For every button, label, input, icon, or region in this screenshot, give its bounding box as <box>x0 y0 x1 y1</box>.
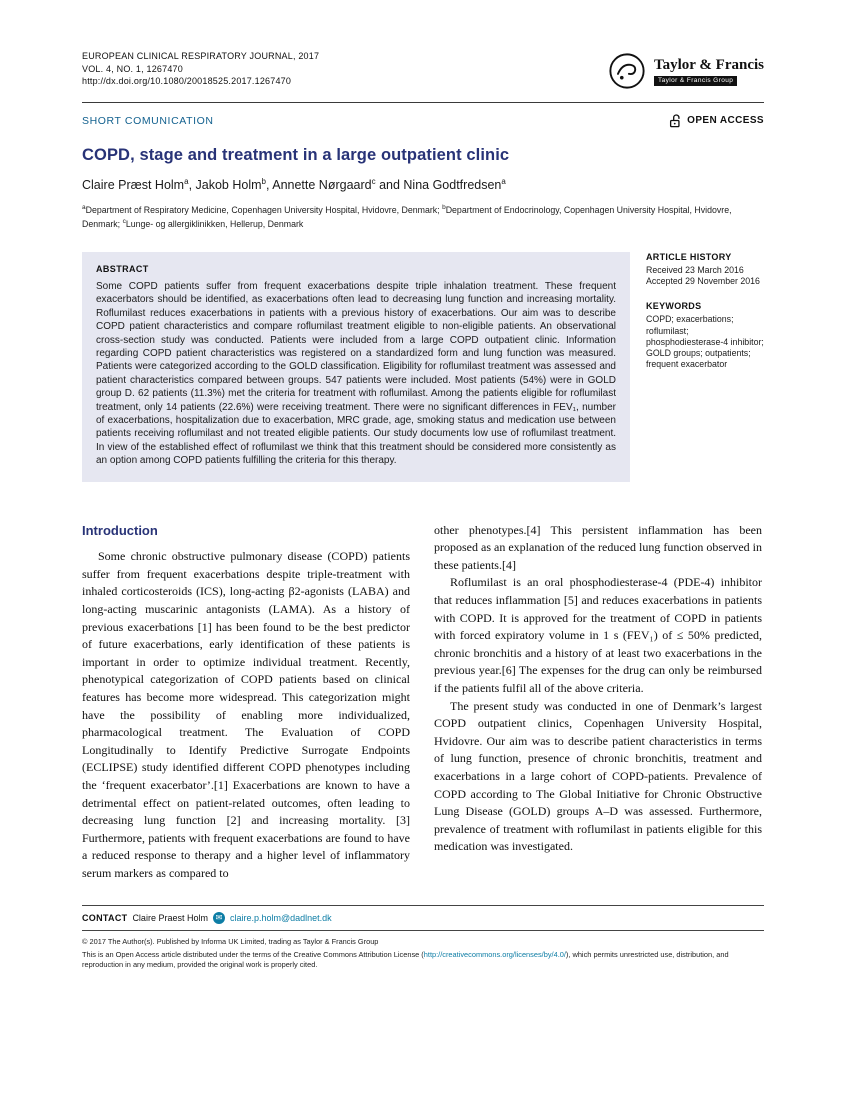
abstract-heading: ABSTRACT <box>96 264 149 274</box>
body-paragraph: Roflumilast is an oral phosphodiesterase-4 (PDE-4) inhibitor that reduces inflammation [5] and reduces exacerbations in patients with COPD. It is approved for the treatment of COPD in patients with forced expiratory volume in 1 s (FEV₁) of ≤ 50% predicted, chronic bronchitis and a history of at least two exacerbations in the previous year.[6] The expenses for the drug can only be reimbursed if the patients fulfil all of the above criteria. <box>434 575 762 696</box>
affiliations: $^a$Department of Respiratory Medicine, Copenhagen University Hospital, Hvidovre, Denmark; $^b$Department of Endocrinology, Copenhagen University Hospital, Hvidovre, Denmark; $^c$Lunge- og allergiklinikken, Hellerup, Denmark <box>82 204 732 229</box>
author: Claire Præst Holm$^a$, <box>82 177 196 193</box>
author: Jakob Holm$^b$, <box>195 177 273 193</box>
journal-volume-issue: VOL. 4, NO. 1, 1267470 <box>82 63 183 74</box>
doi-link[interactable]: http://dx.doi.org/10.1080/20018525.2017.1267470 <box>82 76 292 86</box>
license-url-link[interactable]: http://creativecommons.org/licenses/by/4.0/ <box>423 949 566 959</box>
logo-name: Taylor & Francis <box>653 56 764 73</box>
copyright-line: © 2017 The Author(s). Published by Informa UK Limited, trading as Taylor & Francis Group <box>82 936 379 946</box>
right-column <box>434 522 762 883</box>
journal-name: EUROPEAN CLINICAL RESPIRATORY JOURNAL, 2017 <box>82 51 320 61</box>
article-history <box>646 252 764 287</box>
open-padlock-icon <box>668 113 682 128</box>
author-list <box>82 177 764 192</box>
envelope-icon: ✉ <box>213 912 225 924</box>
abstract-section <box>82 252 764 482</box>
left-column <box>82 522 410 883</box>
header-divider <box>82 102 764 103</box>
journal-meta <box>82 50 319 88</box>
article-history-heading: ARTICLE HISTORY <box>646 252 732 262</box>
open-access-label: OPEN ACCESS <box>687 115 764 126</box>
body-paragraph: other phenotypes.[4] This persistent inflammation has been proposed as an explanation of the reduced lung function observed in these patients.[4] <box>434 522 762 572</box>
author: Annette Nørgaard$^c$ and <box>272 177 404 193</box>
received-date: Received 23 March 2016 <box>646 265 744 275</box>
article-type-row <box>82 113 764 128</box>
taylor-francis-logo <box>608 52 764 90</box>
abstract-text: Some COPD patients suffer from frequent exacerbations despite triple inhalation treatment. These frequent exacerbators should be identified, as exacerbations often lead to decreasing lung function and increasing mortality. Roflumilast reduces exacerbations in patients with a previous history of exacerbations. Our aim was to describe COPD patient characteristics and compare roflumilast treatment eligible to non-eligible patients. An observational cross-section study was conducted. Patients were included from a large COPD outpatient clinic. Information regarding COPD patient characteristics was registered on a standardized form and lung function was measured. Patients were categorized according to the GOLD classification. Eligibility for roflumilast treatment was assessed and patient characteristics compared between groups. 547 patients were included. Most patients (54%) were in GOLD group D. 62 patients (11.3%) met the criteria for treatment with roflumilast. Among the patients eligible for roflumilast treatment, only 14 patients (22.6%) were receiving treatment. There were no significant differences in FEV₁, number of exacerbations, hospitalization due to exacerbation, MRC grade, age, smoking status and medication use between patients receiving roflumilast and not treated eligible patients. Our study documents low use of roflumilast treatment. In view of the established effect of roflumilast we think that this treatment should be considered more consistently as an option among COPD patients fulfilling the criteria for this therapy. <box>96 281 616 467</box>
article-body <box>82 522 764 883</box>
body-paragraph: Some chronic obstructive pulmonary disease (COPD) patients suffer from frequent exacerbations despite triple-treatment with inhaled corticosteroids (ICS), long-acting β2-agonists (LABA) and long-acting muscarinic antagonists (LAMA). As a history of previous exacerbations [1] has been found to be the best predictor of future exacerbations, early identification of these patients is important in order to optimize individual treatment. Recently, phenotypical categorization of COPD patients based on clinical features has become more widespread. This categorization might have the possibility of enabling more individualized, pharmacological treatment. The Evaluation of COPD Longitudinally to Identify Predictive Surrogate Endpoints (ECLIPSE) study identified different COPD phenotypes including the ‘frequent exacerbator’.[1] Exacerbations are known to have a detrimental effect on patient-related outcomes, often leading to decreasing lung function [2] and increasing mortality. [3] Furthermore, patients with frequent exacerbations are found to have a reduced response to therapy and a higher level of inflammatory serum markers as compared to <box>82 549 410 880</box>
keywords-heading: KEYWORDS <box>646 301 702 312</box>
logo-group: Taylor & Francis Group <box>654 76 737 86</box>
contact-label: CONTACT <box>82 912 128 923</box>
contact-name: Claire Praest Holm <box>132 912 208 923</box>
masthead <box>82 50 764 92</box>
page-footer <box>82 905 764 971</box>
body-paragraph: The present study was conducted in one of Denmark’s largest COPD outpatient clinics, Copenhagen University Hospital, Hvidovre. Our aim was to describe patient characteristics in terms of lung function, presence of chronic bronchitis, treatment and exacerbations in a large cohort of COPD-patients. Prevalence of COPD according to The Global Initiative for Chronic Obstructive Lung Disease (GOLD) groups A–D was assessed. Furthermore, prevalence of treatment with roflumilast in patients eligible for this medication was investigated. <box>434 698 762 854</box>
keywords-list: COPD; exacerbations; roflumilast; phosphodiesterase-4 inhibitor; GOLD groups; outpatients; frequent exacerbator <box>646 314 764 370</box>
article-info-sidebar <box>646 252 764 370</box>
article-title: COPD, stage and treatment in a large outpatient clinic <box>82 146 510 164</box>
accepted-date: Accepted 29 November 2016 <box>646 276 760 287</box>
taylor-francis-wordmark <box>654 57 764 86</box>
introduction-heading: Introduction <box>82 522 158 538</box>
article-type-label: SHORT COMUNICATION <box>82 114 214 127</box>
license-line: This is an Open Access article distributed under the terms of the Creative Commons Attribution License (http://creativecommons.org/licenses/by/4.0/), which permits unrestricted use, distribution, and reproduction in any medium, provided the original work is properly cited. <box>82 949 729 969</box>
contact-email-link[interactable]: claire.p.holm@dadlnet.dk <box>229 912 332 923</box>
open-access-badge <box>668 113 764 128</box>
contact-row <box>82 905 764 931</box>
taylor-francis-emblem-icon <box>608 52 646 90</box>
abstract-box <box>82 252 630 482</box>
keywords-block <box>646 301 764 370</box>
author: Nina Godtfredsen$^a$ <box>403 177 506 193</box>
legal-block <box>82 937 764 971</box>
